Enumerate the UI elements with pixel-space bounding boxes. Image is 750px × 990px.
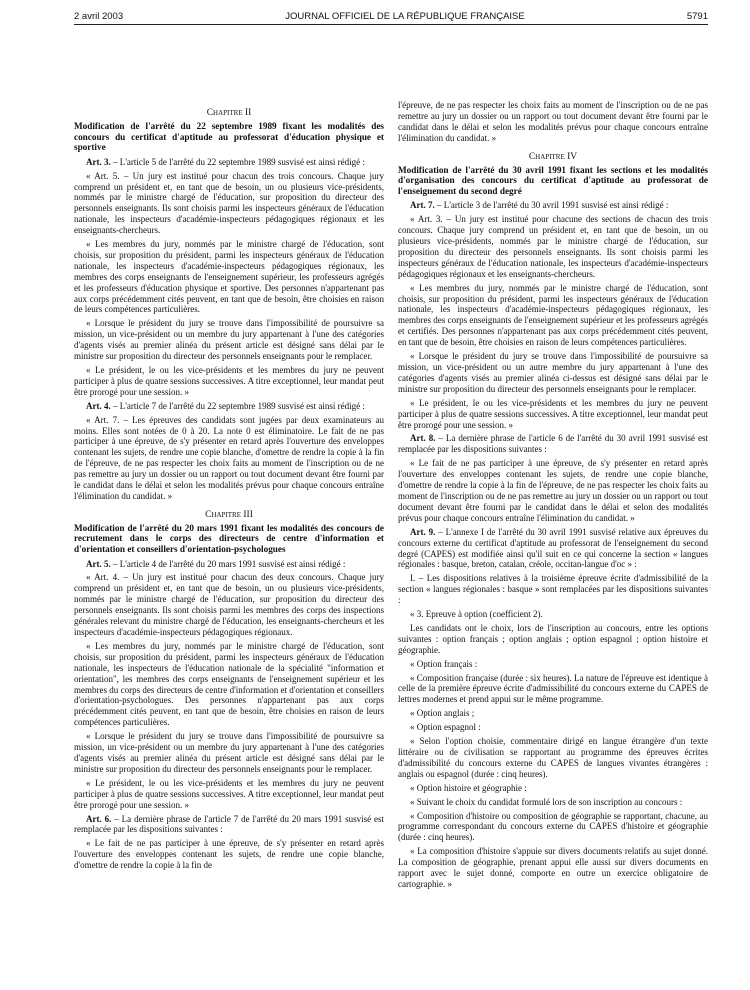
- paragraph: Les candidats ont le choix, lors de l'inscription au concours, entre les options suivantes : option français ; option anglais ; option espagnol ; option histoire et géographie.: [398, 622, 708, 655]
- chapter-title: Modification de l'arrêté du 20 mars 1991 fixant les modalités des concours de recrutement dans le corps des directeurs de centre d'information et d'orientation et conseillers d'orientation-psychologues: [74, 522, 384, 554]
- article-label: Art. 4.: [86, 400, 111, 411]
- chapter-title: Modification de l'arrêté du 30 avril 1991 fixant les sections et les modalités d'organisation des concours du certificat d'aptitude au professorat de l'enseignement du second degré: [398, 164, 708, 196]
- paragraph: « Art. 3. – Un jury est institué pour chacune des sections de chacun des trois concours. Chaque jury comprend un président et, en tant que de besoin, un ou plusieurs vice-présidents, nommés par le ministre chargé de l'éducation, sur proposition du directeur des personnels enseignants. Ils sont choisis parmi les inspecteurs généraux de l'éducation nationale, les inspecteurs d'académie-inspecteurs pédagogiques régionaux et les enseignants-chercheurs.: [398, 214, 708, 279]
- paragraph: I. – Les dispositions relatives à la troisième épreuve écrite d'admissibilité de la section « langues régionales : basque » sont remplacées par les dispositions suivantes :: [398, 573, 708, 606]
- paragraph: « 3. Epreuve à option (coefficient 2).: [410, 609, 543, 620]
- article-paragraph: [398, 200, 708, 211]
- article-paragraph: [74, 157, 384, 168]
- chapter-heading: Chapitre IV: [528, 151, 578, 162]
- paragraph: « Le président, le ou les vice-présidents et les membres du jury ne peuvent participer à plus de quatre sessions successives. A titre exceptionnel, leur mandat peut être prorogé pour une session. »: [398, 397, 708, 430]
- header-journal-title: JOURNAL OFFICIEL DE LA RÉPUBLIQUE FRANÇAISE: [285, 10, 525, 22]
- chapter-heading: Chapitre II: [206, 108, 252, 118]
- paragraph: « Le fait de ne pas participer à une épreuve, de s'y présenter en retard après l'ouverture des enveloppes contenant les sujets, de rendre une copie blanche, d'omettre de rendre la copie à la fin de l'épreuve, de ne pas respecter les choix faits au moment de l'inscription ou de ne pas remettre au jury un dossier ou un rapport ou tout document devant être fourni par le candidat dans le délai et selon des modalités prévus pour chaque concours entraîne l'élimination du candidat. »: [398, 458, 708, 523]
- paragraph: « Selon l'option choisie, commentaire dirigé en langue étrangère d'un texte littéraire ou de civilisation se rapportant au programme des épreuves écrites d'admissibilité du concours externe du CAPES de langues vivantes étrangères : anglais ou espagnol (durée : cinq heures).: [398, 736, 708, 779]
- article-text: – La dernière phrase de l'article 6 de l'arrêté du 30 avril 1991 susvisé est remplacée par les dispositions suivantes :: [398, 433, 708, 455]
- paragraph: « Art. 4. – Un jury est institué pour chacun des deux concours. Chaque jury comprend un président et, en tant que de besoin, un ou plusieurs vice-présidents, nommés par le ministre chargé de l'éducation, sur proposition du directeur des personnels enseignants. Ils sont choisis parmi les membres des corps des inspections générales relevant du ministre chargé de l'éducation, les enseignants-chercheurs et les inspecteurs d'académie-inspecteurs pédagogiques régionaux.: [74, 572, 384, 637]
- paragraph: « Option espagnol :: [410, 722, 481, 733]
- paragraph: « Art. 7. – Les épreuves des candidats sont jugées par deux examinateurs au moins. Elles sont notées de 0 à 20. La note 0 est éliminatoire. Le fait de ne pas participer à une épreuve, de s'y présenter en retard après l'ouverture des enveloppes contenant les sujets, de rendre une copie blanche, d'omettre de rendre la copie à la fin de l'épreuve, de ne pas respecter les choix faits au moment de l'inscription ou de ne pas remettre au jury un dossier ou un rapport ou tout document devant être fourni par le candidat dans le délai et selon les modalités prévus pour chaque concours entraîne l'élimination du candidat. »: [74, 414, 384, 501]
- text-columns: [74, 100, 708, 893]
- paragraph: « Option français :: [410, 658, 478, 669]
- article-paragraph: [398, 527, 708, 571]
- paragraph: « La composition d'histoire s'appuie sur divers documents relatifs au sujet donné. La composition de géographie, prenant appui elle aussi sur divers documents en rapport avec le sujet donné, comporte en outre un exercice obligatoire de cartographie. »: [398, 846, 708, 889]
- article-text: – L'annexe I de l'arrêté du 30 avril 1991 susvisé relative aux épreuves du concours externe du certificat d'aptitude au professorat de l'enseignement du second degré (CAPES) est modifiée ainsi qu'il suit en ce qui concerne la section « langues régionales : basque, breton, catalan, créole, occitan-langue d'oc » :: [398, 526, 708, 570]
- article-label: Art. 8.: [410, 433, 436, 444]
- paragraph: « Art. 5. – Un jury est institué pour chacun des trois concours. Chaque jury comprend un président et, en tant que de besoin, un ou plusieurs vice-présidents, nommés par le ministre chargé de l'éducation, sur proposition du directeur des personnels enseignants. Ils sont choisis parmi les inspecteurs généraux de l'éducation nationale, les inspecteurs d'académie-inspecteurs pédagogiques régionaux et les enseignants-chercheurs.: [74, 170, 384, 236]
- left-column: [74, 100, 384, 893]
- header-date: 2 avril 2003: [74, 10, 124, 22]
- right-column: [398, 100, 708, 893]
- article-paragraph: [74, 401, 384, 412]
- paragraph: « Option anglais ;: [410, 708, 475, 719]
- paragraph: « Composition française (durée : six heures). La nature de l'épreuve est identique à celle de la première épreuve écrite d'admissibilité du concours externe du CAPES de lettres modernes et prend appui sur le même programme.: [398, 672, 709, 705]
- article-label: Art. 5.: [86, 558, 111, 569]
- paragraph: « Les membres du jury, nommés par le ministre chargé de l'éducation, sont choisis, sur proposition du président, parmi les inspecteurs généraux de l'éducation nationale, les inspecteurs de l'éducation nationale de la spécialité "information et orientation", les membres des corps enseignants de l'enseignement supérieur et les membres du corps des directeurs de centre d'information et d'orientation et conseillers d'orientation-psychologues. Des personnes n'appartenant pas aux corps précédemment cités peuvent, en tant que de besoin, être choisies en raison de leurs compétences particulières.: [74, 640, 384, 728]
- paragraph: « Option histoire et géographie :: [410, 782, 527, 793]
- paragraph: « Suivant le choix du candidat formulé lors de son inscription au concours :: [410, 796, 683, 807]
- paragraph: « Le fait de ne pas participer à une épreuve, de s'y présenter en retard après l'ouverture des enveloppes contenant les sujets, de rendre une copie blanche, d'omettre de rendre la copie à la fin de: [74, 838, 384, 871]
- article-label: Art. 7.: [410, 200, 435, 211]
- paragraph: « Lorsque le président du jury se trouve dans l'impossibilité de poursuivre sa mission, un vice-président ou un autre membre du jury appartenant à l'une des catégories d'agents visés au premier alinéa ci-dessus est désigné sans délai par le ministre sur proposition du directeur des personnels enseignants pour le remplacer.: [398, 351, 708, 394]
- article-paragraph: [74, 559, 384, 570]
- article-paragraph: [74, 814, 384, 836]
- header-page-number: 5791: [686, 10, 708, 22]
- article-text: – L'article 5 de l'arrêté du 22 septembre 1989 susvisé est ainsi rédigé :: [110, 156, 365, 167]
- chapter-title: Modification de l'arrêté du 22 septembre 1989 fixant les modalités des concours du certificat d'aptitude au professorat d'éducation physique et sportive: [74, 120, 384, 153]
- paragraph: « Les membres du jury, nommés par le ministre chargé de l'éducation, sont choisis, sur proposition du président, parmi les inspecteurs généraux de l'éducation nationale, les inspecteurs d'académie-inspecteurs pédagogiques régionaux, les membres des corps enseignants de l'enseignement supérieur, les professeurs agrégés et les professeurs d'éducation physique et sportive. Des personnes n'appartenant pas aux corps précédemment cités peuvent, en tant que de besoin, être choisies en raison de leurs compétences particulières.: [74, 239, 384, 315]
- page-header: [74, 8, 708, 25]
- paragraph: « Composition d'histoire ou composition de géographie se rapportant, chacune, au programme correspondant du concours externe du CAPES d'histoire et géographie (durée : cinq heures).: [398, 810, 708, 843]
- paragraph: « Lorsque le président du jury se trouve dans l'impossibilité de poursuivre sa mission, un vice-président ou un membre du jury appartenant à l'une des catégories d'agents visés au premier alinéa du présent article est désigné sans délai par le ministre sur proposition du directeur des personnels enseignants pour le remplacer.: [74, 318, 384, 362]
- paragraph: « Le président, le ou les vice-présidents et les membres du jury ne peuvent participer à plus de quatre sessions successives. A titre exceptionnel, leur mandat peut être prorogé pour une session. »: [74, 777, 384, 810]
- paragraph: « Les membres du jury, nommés par le ministre chargé de l'éducation, sont choisis, sur proposition du président, parmi les inspecteurs généraux de l'éducation nationale, les inspecteurs d'académie-inspecteurs pédagogiques régionaux, les membres des corps enseignants de l'enseignement supérieur et les professeurs agrégés et certifiés. Des personnes n'appartenant pas aux corps précédemment cités peuvent, en tant que de besoin, être choisies en raison de leurs compétences particulières.: [398, 282, 708, 348]
- article-text: – L'article 4 de l'arrêté du 20 mars 1991 susvisé est ainsi rédigé :: [110, 558, 346, 569]
- article-label: Art. 6.: [86, 813, 112, 824]
- article-text: – L'article 3 de l'arrêté du 30 avril 1991 susvisé est ainsi rédigé :: [434, 200, 669, 211]
- article-label: Art. 9.: [410, 526, 436, 537]
- article-paragraph: [398, 433, 708, 455]
- paragraph: « Le président, le ou les vice-présidents et les membres du jury ne peuvent participer à plus de quatre sessions successives. A titre exceptionnel, leur mandat peut être prorogé pour une session. »: [74, 365, 384, 397]
- article-text: – L'article 7 de l'arrêté du 22 septembre 1989 susvisé est ainsi rédigé :: [110, 400, 365, 411]
- article-label: Art. 3.: [86, 156, 111, 167]
- paragraph: l'épreuve, de ne pas respecter les choix faits au moment de l'inscription ou de ne pas remettre au jury un dossier ou un rapport ou tout document devant être fourni par le candidat dans le délai et selon les modalités prévus pour chaque concours entraîne l'élimination du candidat. »: [398, 100, 708, 143]
- paragraph: « Lorsque le président du jury se trouve dans l'impossibilité de poursuivre sa mission, un vice-président ou un membre du jury appartenant à l'une des catégories d'agents visés au premier alinéa du présent article est désigné sans délai par le ministre sur proposition du directeur des personnels enseignants pour le remplacer.: [74, 731, 384, 774]
- article-text: – La dernière phrase de l'article 7 de l'arrêté du 20 mars 1991 susvisé est remplacée par les dispositions suivantes :: [74, 813, 384, 835]
- chapter-heading: Chapitre III: [205, 509, 253, 520]
